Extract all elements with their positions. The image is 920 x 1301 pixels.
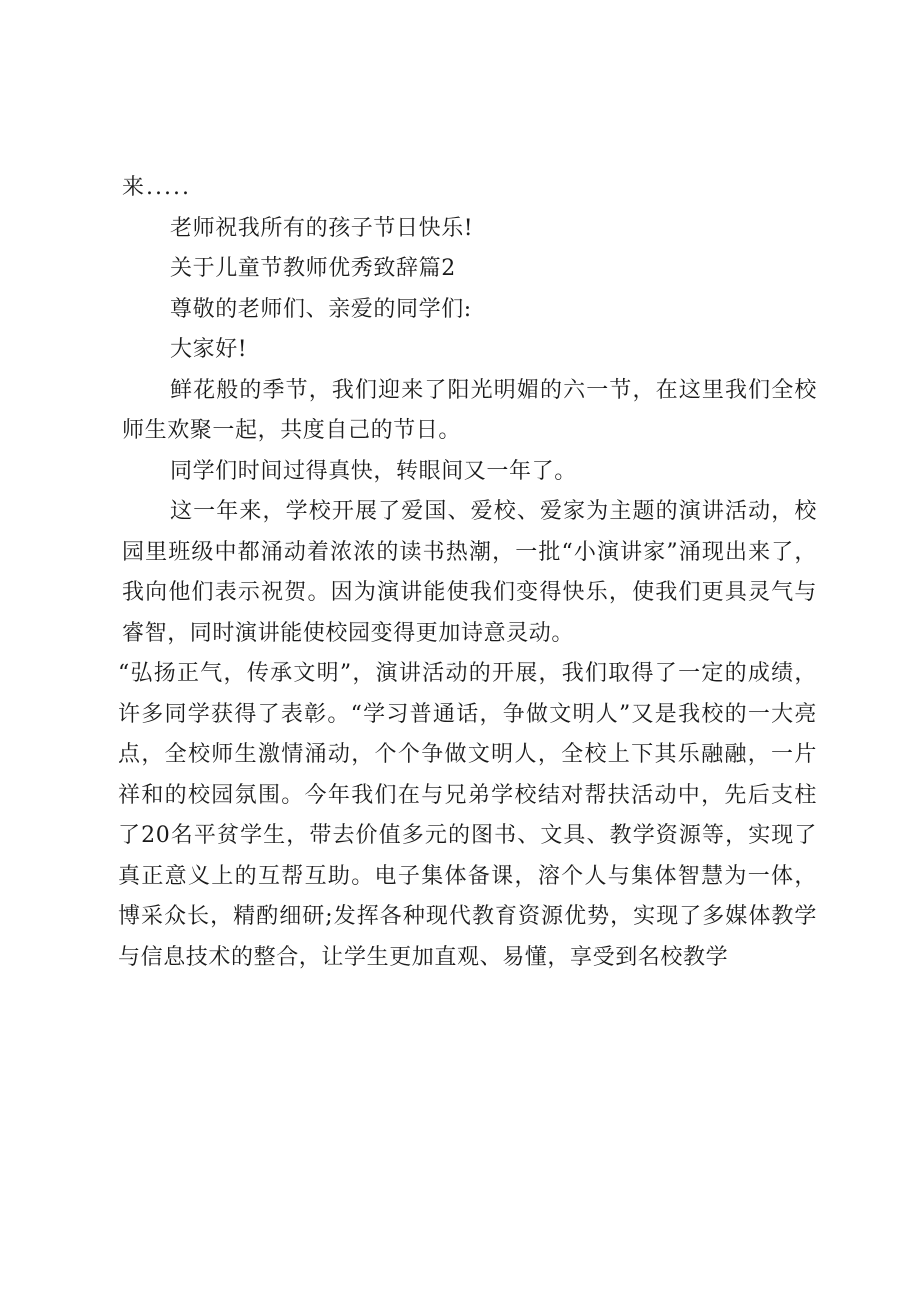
body-paragraph: “弘扬正气，传承文明”，演讲活动的开展，我们取得了一定的成绩，许多同学获得了表彰。“学习普通话，争做文明人”又是我校的一大亮点，全校师生激情涌动，个个争做文明人，全校上下其乐融融，一片祥和的校园氛围。今年我们在与兄弟学校结对帮扶活动中，先后支柱了20名平贫学生，带去价值多元的图书、文具、教学资源等，实现了真正意义上的互帮互助。电子集体备课，溶个人与集体智慧为一体，博采众长，精酌细研;发挥各种现代教育资源优势，实现了多媒体教学与信息技术的整合，让学生更加直观、易懂，享受到名校教学: [118, 661, 817, 970]
body-paragraph: 同学们时间过得真快，转眼间又一年了。: [170, 458, 577, 484]
greeting-paragraph: 大家好!: [170, 337, 248, 362]
salutation-paragraph: 尊敬的老师们、亲爱的同学们:: [170, 296, 472, 322]
section-heading: 关于儿童节教师优秀致辞篇2: [170, 256, 456, 281]
body-paragraph: 这一年来，学校开展了爱国、爱校、爱家为主题的演讲活动，校园里班级中都涌动着浓浓的读书热潮，一批“小演讲家”涌现出来了，我向他们表示祝贺。因为演讲能使我们变得快乐，使我们更具灵气与睿智，同时演讲能使校园变得更加诗意灵动。: [122, 499, 817, 646]
document-body: [118, 168, 817, 978]
closing-wish-paragraph: 老师祝我所有的孩子节日快乐!: [170, 215, 474, 241]
continued-paragraph: 来.....: [122, 175, 191, 200]
body-paragraph: 鲜花般的季节，我们迎来了阳光明媚的六一节，在这里我们全校师生欢聚一起，共度自己的节日。: [122, 377, 817, 443]
